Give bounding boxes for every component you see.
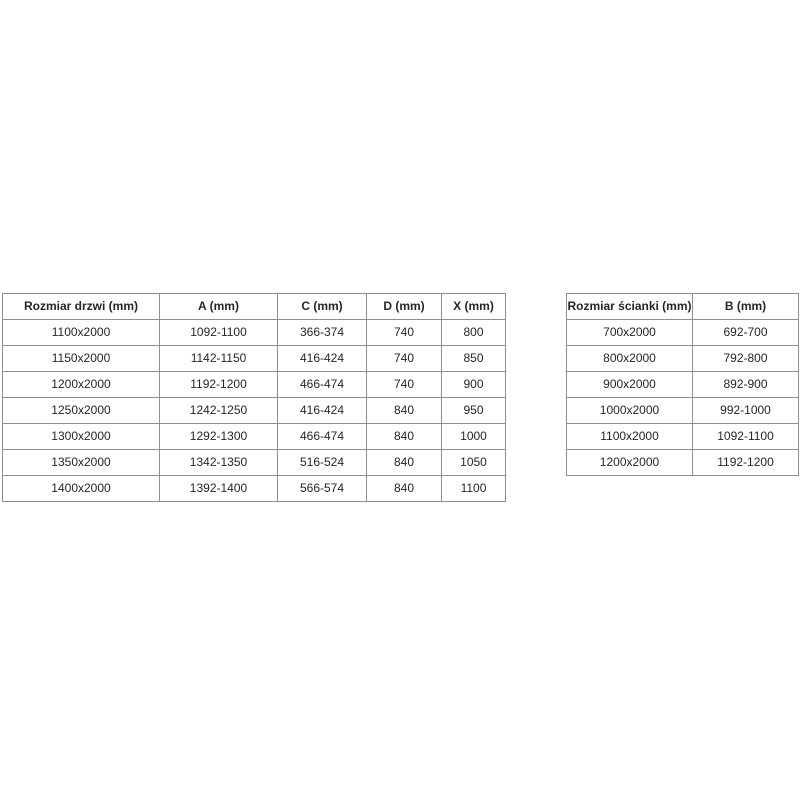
table-row bbox=[3, 346, 506, 372]
table-cell: 792-800 bbox=[693, 346, 799, 372]
doors-col-header-x: X (mm) bbox=[442, 294, 506, 320]
table-row bbox=[3, 320, 506, 346]
table-cell: 850 bbox=[442, 346, 506, 372]
table-cell: 840 bbox=[367, 424, 442, 450]
table-row bbox=[3, 398, 506, 424]
table-header-row bbox=[567, 294, 799, 320]
table-cell: 1100 bbox=[442, 476, 506, 502]
table-cell: 1242-1250 bbox=[160, 398, 278, 424]
table-cell: 800 bbox=[442, 320, 506, 346]
table-cell: 1392-1400 bbox=[160, 476, 278, 502]
walls-col-header-size: Rozmiar ścianki (mm) bbox=[567, 294, 693, 320]
table-cell: 1350x2000 bbox=[3, 450, 160, 476]
table-cell: 366-374 bbox=[278, 320, 367, 346]
table-cell: 992-1000 bbox=[693, 398, 799, 424]
wall-sizes-table bbox=[566, 293, 799, 476]
table-cell: 566-574 bbox=[278, 476, 367, 502]
table-cell: 1200x2000 bbox=[567, 450, 693, 476]
table-cell: 1400x2000 bbox=[3, 476, 160, 502]
table-cell: 416-424 bbox=[278, 398, 367, 424]
table-cell: 892-900 bbox=[693, 372, 799, 398]
table-header-row bbox=[3, 294, 506, 320]
walls-col-header-b: B (mm) bbox=[693, 294, 799, 320]
table-cell: 466-474 bbox=[278, 372, 367, 398]
doors-col-header-c: C (mm) bbox=[278, 294, 367, 320]
table-cell: 516-524 bbox=[278, 450, 367, 476]
table-cell: 1150x2000 bbox=[3, 346, 160, 372]
table-cell: 800x2000 bbox=[567, 346, 693, 372]
table-row bbox=[3, 476, 506, 502]
table-cell: 1250x2000 bbox=[3, 398, 160, 424]
table-cell: 1092-1100 bbox=[693, 424, 799, 450]
table-cell: 1142-1150 bbox=[160, 346, 278, 372]
table-cell: 840 bbox=[367, 398, 442, 424]
table-cell: 466-474 bbox=[278, 424, 367, 450]
door-sizes-table bbox=[2, 293, 506, 502]
table-cell: 416-424 bbox=[278, 346, 367, 372]
table-row bbox=[3, 424, 506, 450]
table-cell: 1200x2000 bbox=[3, 372, 160, 398]
table-cell: 900x2000 bbox=[567, 372, 693, 398]
table-cell: 1300x2000 bbox=[3, 424, 160, 450]
doors-col-header-a: A (mm) bbox=[160, 294, 278, 320]
table-row bbox=[567, 320, 799, 346]
table-cell: 740 bbox=[367, 320, 442, 346]
table-cell: 1292-1300 bbox=[160, 424, 278, 450]
table-cell: 1100x2000 bbox=[567, 424, 693, 450]
table-cell: 840 bbox=[367, 450, 442, 476]
table-cell: 840 bbox=[367, 476, 442, 502]
table-cell: 692-700 bbox=[693, 320, 799, 346]
table-cell: 1100x2000 bbox=[3, 320, 160, 346]
table-cell: 1050 bbox=[442, 450, 506, 476]
table-cell: 950 bbox=[442, 398, 506, 424]
table-cell: 900 bbox=[442, 372, 506, 398]
table-row bbox=[3, 450, 506, 476]
table-row bbox=[567, 450, 799, 476]
table-cell: 1342-1350 bbox=[160, 450, 278, 476]
table-row bbox=[567, 424, 799, 450]
table-cell: 740 bbox=[367, 372, 442, 398]
table-cell: 700x2000 bbox=[567, 320, 693, 346]
table-cell: 1000x2000 bbox=[567, 398, 693, 424]
table-row bbox=[567, 346, 799, 372]
table-cell: 1000 bbox=[442, 424, 506, 450]
table-cell: 740 bbox=[367, 346, 442, 372]
doors-col-header-d: D (mm) bbox=[367, 294, 442, 320]
table-cell: 1192-1200 bbox=[693, 450, 799, 476]
table-row bbox=[3, 372, 506, 398]
table-row bbox=[567, 398, 799, 424]
table-row bbox=[567, 372, 799, 398]
table-cell: 1092-1100 bbox=[160, 320, 278, 346]
table-cell: 1192-1200 bbox=[160, 372, 278, 398]
doors-col-header-size: Rozmiar drzwi (mm) bbox=[3, 294, 160, 320]
